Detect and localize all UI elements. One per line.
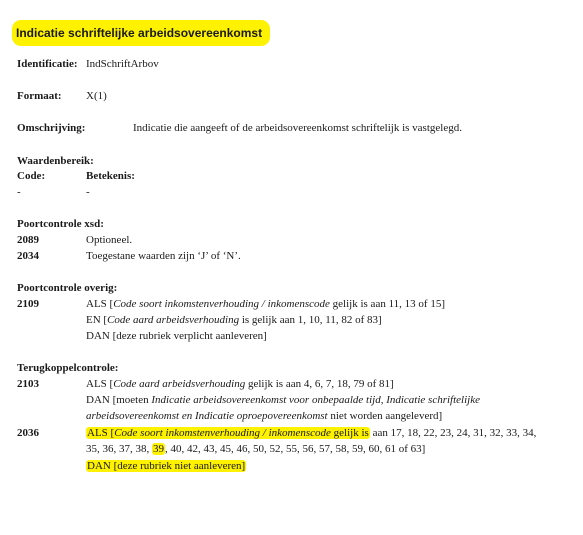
rule-condition-line: ALS [Code aard arbeidsverhouding gelijk is aan 4, 6, 7, 18, 79 of 81] [86, 378, 394, 390]
omschrijving-value: Indicatie die aangeeft of de arbeidsovereenkomst schriftelijk is vastgelegd. [133, 122, 462, 134]
highlighted-text: DAN [deze rubriek niet aanleveren] [87, 460, 246, 472]
rule-text: Toegestane waarden zijn ‘J’ of ‘N’. [86, 250, 241, 262]
identificatie-label: Identificatie: [17, 58, 78, 70]
code-column-label: Code: [17, 170, 46, 182]
poortcontrole-overig-heading: Poortcontrole overig: [17, 282, 118, 294]
highlighted-text: 39 [153, 443, 164, 455]
code-value: - [17, 186, 21, 198]
page-title: Indicatie schriftelijke arbeidsovereenkomst [12, 20, 270, 46]
betekenis-column-label: Betekenis: [86, 170, 135, 182]
rule-code: 2034 [17, 250, 39, 262]
formaat-value: X(1) [86, 90, 107, 102]
poortcontrole-xsd-heading: Poortcontrole xsd: [17, 218, 104, 230]
highlighted-text: ALS [Code soort inkomstenverhouding / inkomenscode gelijk is [87, 427, 369, 439]
rule-condition-line: ALS [Code soort inkomstenverhouding / inkomenscode gelijk is aan 17, 18, 22, 23, 24, 31, 32, 33, 34, [87, 427, 537, 439]
rule-code: 2103 [17, 378, 39, 390]
rule-code: 2036 [17, 427, 39, 439]
identificatie-value: IndSchriftArbov [86, 58, 159, 70]
waardenbereik-heading: Waardenbereik: [17, 155, 94, 167]
rule-code: 2109 [17, 298, 39, 310]
omschrijving-label: Omschrijving: [17, 122, 86, 134]
formaat-label: Formaat: [17, 90, 62, 102]
rule-consequence-line [86, 458, 246, 474]
rule-text: Optioneel. [86, 234, 133, 246]
terugkoppelcontrole-heading: Terugkoppelcontrole: [17, 362, 119, 374]
rule-code: 2089 [17, 234, 39, 246]
betekenis-value: - [86, 186, 90, 198]
rule-condition-line: EN [Code aard arbeidsverhouding is gelijk aan 1, 10, 11, 82 of 83] [86, 314, 382, 326]
rule-consequence-line: DAN [moeten Indicatie arbeidsovereenkomst voor onbepaalde tijd, Indicatie schriftelijke [86, 394, 480, 406]
rule-consequence-line: arbeidsovereenkomst en Indicatie oproepovereenkomst niet worden aangeleverd] [86, 410, 443, 422]
rule-consequence-line: DAN [deze rubriek verplicht aanleveren] [86, 330, 267, 342]
rule-condition-line: 35, 36, 37, 38, 39, 40, 42, 43, 45, 46, 50, 52, 55, 56, 57, 58, 59, 60, 61 of 63] [86, 443, 426, 455]
rule-condition-line: ALS [Code soort inkomstenverhouding / inkomenscode gelijk is aan 11, 13 of 15] [86, 298, 445, 310]
